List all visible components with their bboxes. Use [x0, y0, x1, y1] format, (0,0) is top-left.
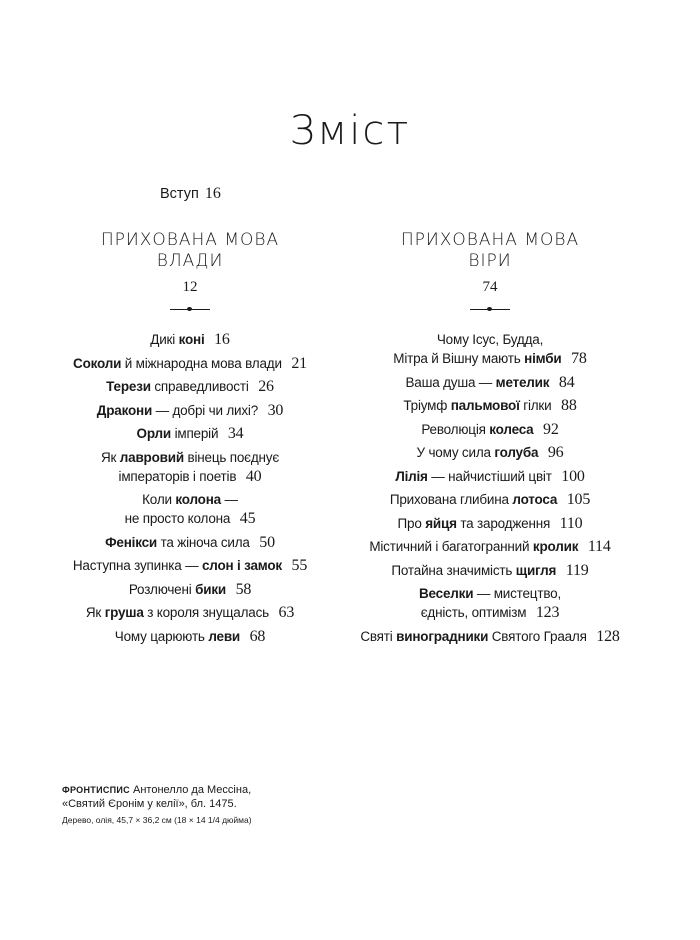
toc-page-number: 123	[535, 604, 560, 621]
toc-keyword: Соколи	[73, 355, 122, 371]
toc-keyword: колеса	[489, 421, 534, 437]
toc-entry[interactable]	[40, 330, 340, 349]
toc-text	[562, 351, 566, 366]
toc-text	[549, 375, 553, 390]
toc-text	[533, 422, 537, 437]
toc-text: єдність, оптимізм	[420, 605, 530, 620]
divider-ornament	[470, 306, 510, 312]
toc-entry[interactable]	[40, 377, 340, 396]
toc-keyword: груша	[104, 605, 144, 620]
toc-entry[interactable]	[340, 330, 640, 368]
toc-text	[557, 492, 561, 507]
toc-list	[340, 330, 640, 646]
toc-entry[interactable]	[40, 401, 340, 420]
toc-entry[interactable]	[40, 448, 340, 486]
caption-medium: Дерево, олія, 45,7 × 36,2 см (18 × 14 1/4 дюйма)	[62, 815, 252, 825]
toc-text: Дикі	[150, 332, 179, 347]
toc-entry[interactable]	[340, 396, 640, 415]
toc-text	[282, 558, 286, 573]
toc-text: Коли	[142, 492, 176, 507]
toc-keyword: Терези	[106, 379, 151, 394]
toc-keyword: слон і замок	[201, 558, 282, 573]
toc-entry[interactable]	[40, 603, 340, 622]
toc-entry[interactable]	[40, 556, 340, 575]
toc-text: Мітра й Вішну мають	[393, 351, 525, 366]
toc-entry[interactable]	[40, 580, 340, 599]
toc-text: У чому сила	[416, 445, 495, 460]
toc-text: та жіноча сила	[157, 534, 254, 550]
toc-entry[interactable]	[40, 354, 340, 373]
toc-page-number: 110	[559, 514, 583, 532]
toc-keyword: яйця	[425, 515, 457, 531]
toc-keyword: колона	[175, 492, 221, 507]
toc-text: Містичний і багатогранний	[369, 539, 533, 554]
toc-page-number: 55	[291, 557, 308, 574]
toc-entry[interactable]	[40, 627, 340, 646]
toc-text: Чому царюють	[114, 628, 209, 644]
toc-keyword: Орли	[136, 426, 172, 441]
caption-author: Антонелло да Мессіна,	[129, 784, 252, 796]
intro-label: Вступ	[160, 186, 199, 202]
intro-entry[interactable]	[160, 185, 221, 203]
toc-text: Чому Ісус, Будда,	[436, 332, 544, 347]
toc-keyword: Дракони	[96, 402, 153, 418]
toc-text: Тріумф	[403, 398, 451, 413]
toc-list	[40, 330, 340, 646]
toc-entry[interactable]	[40, 424, 340, 443]
toc-text	[538, 445, 542, 460]
toc-keyword: пальмової	[450, 398, 520, 413]
toc-text	[226, 582, 230, 597]
toc-keyword: Лілія	[395, 468, 428, 484]
toc-entry[interactable]	[40, 490, 340, 528]
toc-page-number: 58	[235, 580, 252, 598]
toc-entry[interactable]	[340, 490, 640, 509]
toc-text: Святого Грааля	[488, 628, 591, 644]
section-page-number: 74	[482, 279, 498, 295]
page-title: Зміст	[289, 108, 411, 154]
toc-page-number: 26	[258, 378, 274, 395]
toc-page-number: 30	[267, 401, 284, 419]
toc-text: Як	[100, 449, 120, 465]
toc-text: вінець поєднує	[183, 449, 280, 465]
toc-page-number: 114	[587, 538, 611, 555]
toc-text: з короля знущалась	[143, 605, 273, 620]
toc-text: Революція	[421, 421, 490, 437]
toc-keyword: коні	[178, 332, 205, 347]
toc-keyword: бики	[195, 581, 226, 597]
section-page-number: 12	[182, 279, 198, 295]
toc-page-number: 100	[561, 467, 585, 485]
toc-entry[interactable]	[340, 561, 640, 580]
toc-text: імперій	[171, 426, 222, 441]
toc-page-number: 92	[543, 420, 559, 438]
toc-text: імператорів і поетів	[118, 468, 240, 484]
toc-page-number: 21	[291, 354, 307, 372]
toc-text: — добрі чи лихі?	[152, 402, 262, 418]
toc-page-number: 34	[227, 425, 244, 442]
section-heading: ПРИХОВАНА МОВА ВІРИ	[400, 230, 580, 271]
toc-text: Святі	[360, 628, 397, 644]
toc-keyword: лавровий	[119, 449, 184, 465]
toc-text: Потайна значимість	[391, 562, 516, 578]
toc-text: Наступна зупинка —	[72, 558, 202, 573]
toc-text: не просто колона	[124, 511, 234, 526]
toc-keyword: леви	[208, 628, 241, 644]
toc-text	[240, 629, 244, 644]
toc-page-number: 128	[596, 627, 620, 645]
toc-page-number: 84	[558, 373, 575, 391]
toc-text: Прихована глибина	[389, 492, 513, 507]
toc-entry[interactable]	[340, 443, 640, 462]
frontispiece-caption	[62, 783, 252, 827]
toc-page-number: 45	[239, 510, 256, 527]
caption-work: «Святий Єронім у келії», бл. 1475.	[62, 798, 237, 810]
toc-entry[interactable]	[340, 467, 640, 486]
toc-page-number: 78	[571, 350, 587, 367]
caption-label: ФРОНТИСПИС	[62, 785, 130, 795]
toc-entry[interactable]	[340, 373, 640, 392]
toc-keyword: німби	[524, 351, 562, 366]
toc-text	[556, 563, 560, 578]
toc-page-number: 88	[561, 397, 577, 414]
toc-page-number: 63	[278, 604, 295, 621]
toc-keyword: кролик	[532, 539, 579, 554]
toc-entry[interactable]	[340, 537, 640, 556]
toc-entry[interactable]	[340, 627, 640, 646]
toc-text: — мистецтво,	[473, 586, 562, 601]
toc-page-number: 119	[565, 561, 589, 579]
toc-text	[578, 539, 582, 554]
toc-keyword: Веселки	[418, 586, 474, 601]
divider-ornament	[170, 306, 210, 312]
toc-page-number: 68	[249, 627, 266, 645]
toc-entry[interactable]	[340, 584, 640, 622]
toc-page-number: 40	[245, 467, 262, 485]
section-faith	[340, 230, 640, 650]
toc-text: Ваша душа —	[405, 374, 496, 390]
toc-text: — найчистіший цвіт	[427, 468, 556, 484]
toc-text: Як	[85, 605, 105, 620]
toc-keyword: виноградники	[396, 628, 489, 644]
toc-text: справедливості	[150, 379, 253, 394]
toc-entry[interactable]	[40, 533, 340, 552]
toc-text: гілки	[519, 398, 556, 413]
toc-keyword: голуба	[494, 445, 539, 460]
toc-text: Розлючені	[128, 581, 196, 597]
intro-page: 16	[204, 185, 221, 202]
toc-keyword: щигля	[515, 562, 557, 578]
toc-page-number: 105	[566, 491, 591, 508]
toc-text: —	[221, 492, 238, 507]
toc-text: та зародження	[456, 515, 554, 531]
toc-text	[205, 332, 209, 347]
toc-text: Про	[397, 515, 426, 531]
toc-entry[interactable]	[340, 420, 640, 439]
toc-entry[interactable]	[340, 514, 640, 533]
toc-text: й міжнародна мова влади	[121, 355, 286, 371]
toc-page-number: 96	[547, 444, 564, 461]
section-heading: ПРИХОВАНА МОВА ВЛАДИ	[100, 230, 280, 271]
toc-page-number: 16	[214, 331, 230, 348]
toc-keyword: Фенікси	[105, 534, 158, 550]
toc-page-number: 50	[259, 533, 275, 551]
toc-keyword: лотоса	[512, 492, 558, 507]
toc-keyword: метелик	[495, 374, 550, 390]
section-power	[40, 230, 340, 650]
